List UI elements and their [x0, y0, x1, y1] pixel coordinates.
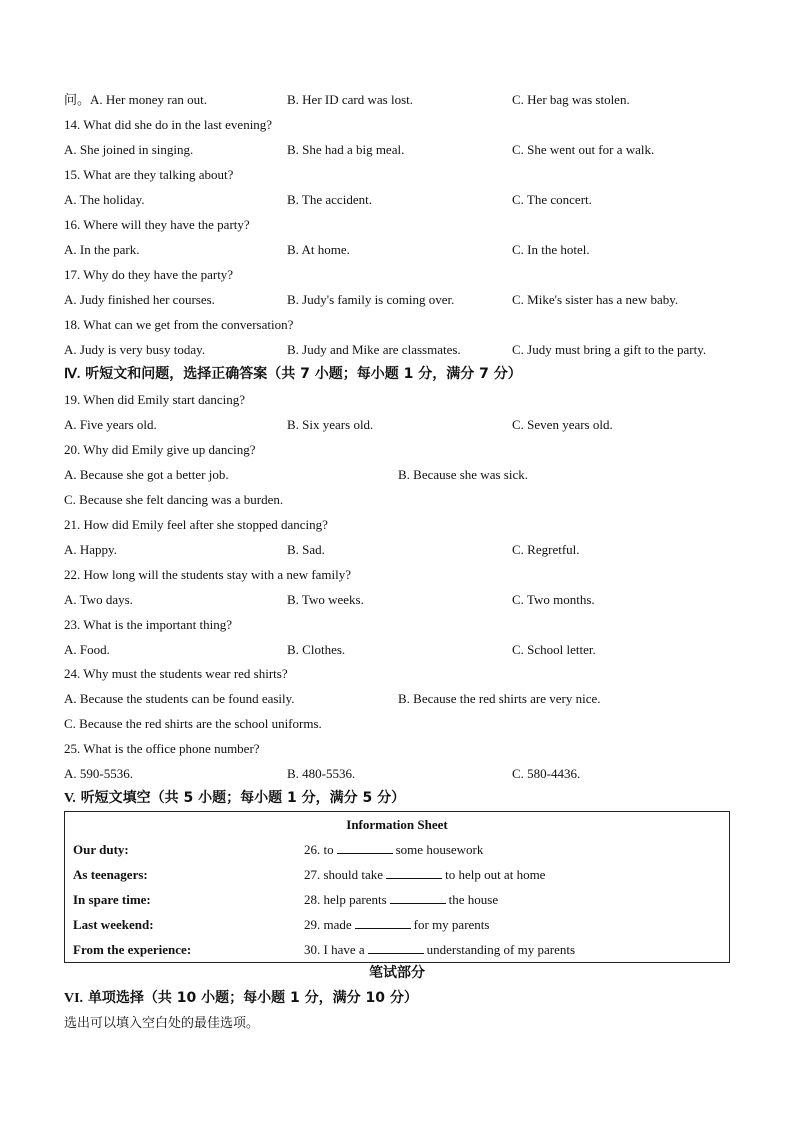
row-content: [296, 837, 730, 862]
q18-option-a: A. Judy is very busy today.: [64, 342, 206, 357]
row-label: As teenagers:: [73, 866, 148, 882]
row-suffix: to help out at home: [445, 867, 546, 882]
row-content: [296, 862, 730, 887]
q23-option-c: C. School letter.: [512, 642, 596, 657]
answer-blank-27[interactable]: [386, 866, 442, 879]
question-24: 24. Why must the students wear red shirts?: [64, 666, 288, 681]
section-6-title: 单项选择（共 10 小题；每小题 1 分，满分 10 分）: [87, 990, 418, 1006]
row-content: [296, 912, 730, 937]
q18-option-c: C. Judy must bring a gift to the party.: [512, 342, 707, 357]
row-prefix: 30. I have a: [304, 942, 365, 957]
q23-option-b: B. Clothes.: [287, 642, 346, 657]
row-label: Our duty:: [73, 841, 129, 857]
q17-option-b: B. Judy's family is coming over.: [287, 292, 455, 307]
q19-option-a: A. Five years old.: [64, 417, 157, 432]
information-sheet-table: [64, 811, 730, 963]
q20-option-a: A. Because she got a better job.: [64, 467, 229, 482]
question-22: 22. How long will the students stay with a new family?: [64, 567, 352, 582]
question-15: 15. What are they talking about?: [64, 167, 234, 182]
answer-blank-26[interactable]: [337, 841, 393, 854]
q19-option-b: B. Six years old.: [287, 417, 374, 432]
question-21: 21. How did Emily feel after she stopped dancing?: [64, 517, 328, 532]
q13-option-c: C. Her bag was stolen.: [512, 92, 630, 107]
table-row: [65, 912, 730, 937]
q14-option-c: C. She went out for a walk.: [512, 142, 655, 157]
row-content: [296, 887, 730, 912]
row-label: From the experience:: [73, 941, 192, 957]
question-20: 20. Why did Emily give up dancing?: [64, 442, 256, 457]
information-sheet-title: Information Sheet: [346, 816, 448, 832]
q13-option-b: B. Her ID card was lost.: [287, 92, 413, 107]
q20-option-c: C. Because she felt dancing was a burden.: [64, 492, 284, 507]
q18-option-b: B. Judy and Mike are classmates.: [287, 342, 461, 357]
section-5-number: V.: [64, 791, 76, 806]
answer-blank-29[interactable]: [355, 916, 411, 929]
table-row: [65, 937, 730, 963]
q24-option-b: B. Because the red shirts are very nice.: [398, 691, 601, 706]
question-14: 14. What did she do in the last evening?: [64, 117, 273, 132]
row-label: Last weekend:: [73, 916, 154, 932]
question-16: 16. Where will they have the party?: [64, 217, 250, 232]
row-suffix: for my parents: [413, 917, 490, 932]
q19-option-c: C. Seven years old.: [512, 417, 613, 432]
q17-option-a: A. Judy finished her courses.: [64, 292, 215, 307]
q25-option-b: B. 480-5536.: [287, 766, 356, 781]
row-prefix: 29. made: [304, 917, 352, 932]
q15-option-c: C. The concert.: [512, 192, 592, 207]
section-5-heading: [64, 789, 405, 808]
q22-option-c: C. Two months.: [512, 592, 595, 607]
q24-option-a: A. Because the students can be found easily.: [64, 691, 295, 706]
section-6-heading: [64, 989, 418, 1008]
q22-option-b: B. Two weeks.: [287, 592, 364, 607]
q25-option-a: A. 590-5536.: [64, 766, 133, 781]
table-row: [65, 837, 730, 862]
question-19: 19. When did Emily start dancing?: [64, 392, 245, 407]
q15-option-a: A. The holiday.: [64, 192, 145, 207]
q21-option-b: B. Sad.: [287, 542, 325, 557]
q25-option-c: C. 580-4436.: [512, 766, 581, 781]
q13-option-a: 问。A. Her money ran out.: [64, 92, 207, 107]
q22-option-a: A. Two days.: [64, 592, 133, 607]
table-header-row: [65, 812, 730, 838]
question-18: 18. What can we get from the conversation?: [64, 317, 294, 332]
q21-option-a: A. Happy.: [64, 542, 117, 557]
section-6-instruction: 选出可以填入空白处的最佳选项。: [64, 1016, 260, 1031]
row-content: [296, 937, 730, 963]
section-4-number: Ⅳ.: [64, 367, 81, 382]
row-prefix: 27. should take: [304, 867, 384, 882]
q23-option-a: A. Food.: [64, 642, 110, 657]
row-suffix: the house: [448, 892, 499, 907]
q24-option-c: C. Because the red shirts are the school uniforms.: [64, 716, 322, 731]
row-prefix: 28. help parents: [304, 892, 387, 907]
q20-option-b: B. Because she was sick.: [398, 467, 528, 482]
q16-option-a: A. In the park.: [64, 242, 140, 257]
q17-option-c: C. Mike's sister has a new baby.: [512, 292, 679, 307]
row-suffix: some housework: [395, 842, 484, 857]
row-suffix: understanding of my parents: [426, 942, 576, 957]
answer-blank-30[interactable]: [368, 941, 424, 954]
table-row: [65, 862, 730, 887]
section-6-number: VI.: [64, 991, 84, 1006]
section-5-title: 听短文填空（共 5 小题；每小题 1 分，满分 5 分）: [80, 790, 406, 806]
question-17: 17. Why do they have the party?: [64, 267, 234, 282]
q16-option-b: B. At home.: [287, 242, 350, 257]
q14-option-a: A. She joined in singing.: [64, 142, 194, 157]
row-prefix: 26. to: [304, 842, 334, 857]
question-23: 23. What is the important thing?: [64, 617, 233, 632]
question-25: 25. What is the office phone number?: [64, 741, 260, 756]
q21-option-c: C. Regretful.: [512, 542, 580, 557]
answer-blank-28[interactable]: [390, 891, 446, 904]
q16-option-c: C. In the hotel.: [512, 242, 590, 257]
q15-option-b: B. The accident.: [287, 192, 372, 207]
section-4-heading: [64, 365, 522, 384]
written-part-title: 笔试部分: [369, 965, 425, 981]
section-4-title: 听短文和问题，选择正确答案（共 7 小题；每小题 1 分，满分 7 分）: [85, 366, 522, 382]
row-label: In spare time:: [73, 891, 151, 907]
q14-option-b: B. She had a big meal.: [287, 142, 405, 157]
table-row: [65, 887, 730, 912]
